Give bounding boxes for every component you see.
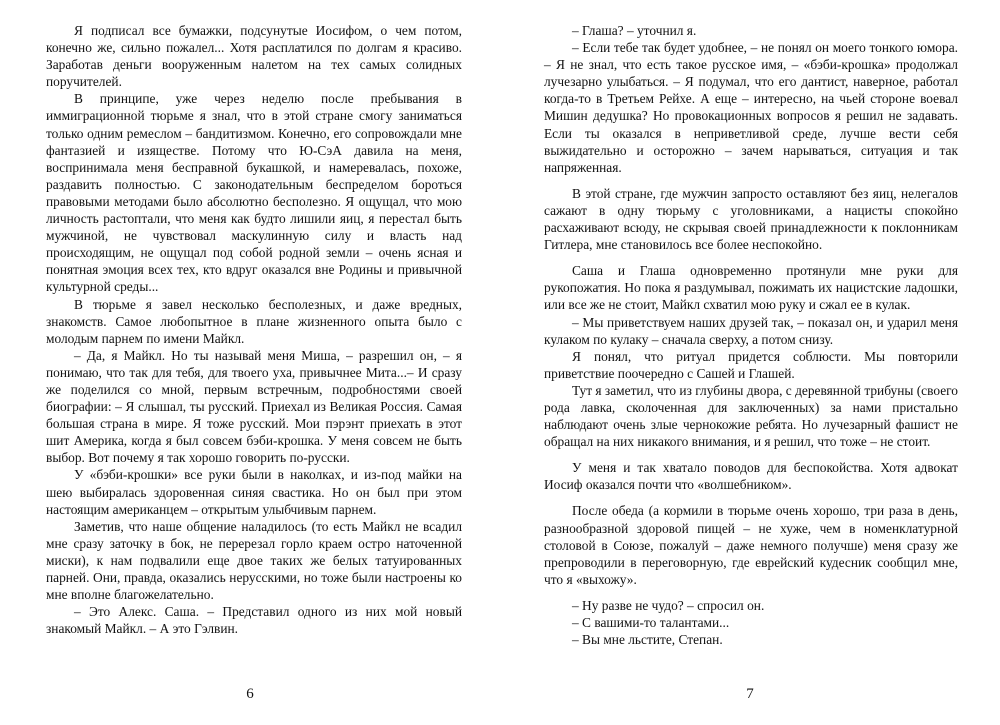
paragraph: – Мы приветствуем наших друзей так, – показал он, и ударил меня кулаком по кулаку – сначала сверху, а потом снизу. <box>544 314 958 347</box>
paragraph: У меня и так хватало поводов для беспокойства. Хотя адвокат Иосиф оказался почти что «волшебником». <box>544 460 958 493</box>
paragraph: Я понял, что ритуал придется соблюсти. Мы повторили приветствие поочередно с Сашей и Глашей. <box>544 348 958 381</box>
left-page-text <box>46 22 462 637</box>
paragraph: – Да, я Майкл. Но ты называй меня Миша, – разрешил он, – я понимаю, что так для тебя, для твоего уха, привычнее Мита...– И сразу же поделился со мной, первым встречным, подробностями своей биографии: – Я слышал, ты русский. Приехал из Великая Россия. Самая большая страна в мире. Я тоже русский. Мои пэрэнт приехать в этот шит Америка, когда я был совсем бэби-крошка. У меня совсем не быть выбор. Вот почему я так хорошо говорить по-русски. <box>46 347 462 466</box>
paragraph: После обеда (а кормили в тюрьме очень хорошо, три раза в день, разнообразной здоровой пищей – не хуже, чем в номенклатурной столовой в Союзе, пожалуй – даже немного получше) меня сразу же препроводили в переговорную, где еврейский кудесник сообщил мне, что я «выхожу». <box>544 503 958 587</box>
paragraph: – Вы мне льстите, Степан. <box>572 632 723 648</box>
page-number-right: 7 <box>746 686 754 702</box>
paragraph: – Если тебе так будет удобнее, – не понял он моего тонкого юмора. – Я не знал, что есть такое русское имя, – «бэби-крошка» продолжал лучезарно улыбаться. – Я подумал, что его дантист, наверное, работал когда-то в Третьем Рейхе. А еще – интересно, на чьей стороне воевал Мишин дедушка? Но провокационных вопросов я решил не задавать. Если ты оказался в неприветливой среде, лучше вести себя выжидательно и осторожно – зачем нарываться, ситуация и так напряженная. <box>544 40 958 175</box>
paragraph: В тюрьме я завел несколько бесполезных, и даже вредных, знакомств. Самое любопытное в плане жизненного опыта было с молодым парнем по имени Майкл. <box>46 296 462 346</box>
paragraph: Я подписал все бумажки, подсунутые Иосифом, о чем потом, конечно же, сильно пожалел... Хотя расплатился по долгам я красиво. Заработав деньги вооруженным налетом на тех самых солидных поручителей. <box>46 23 462 90</box>
paragraph: В этой стране, где мужчин запросто оставляют без яиц, нелегалов сажают в одну тюрьму с уголовниками, а нацисты спокойно расхаживают всюду, не скрывая своей принадлежности к поклонникам Гитлера, мне становилось все более неспокойно. <box>544 185 958 253</box>
paragraph: – С вашими-то талантами... <box>572 615 730 630</box>
paragraph: Заметив, что наше общение наладилось (то есть Майкл не всадил мне сразу заточку в бок, не перерезал горло краем остро наточенной миски), к нам подвалили еще двое таких же белых татуированных парней. Они, правда, оказались нерусскими, но тоже были настроены ко мне вполне благожелательно. <box>46 518 462 603</box>
right-page-text <box>544 22 958 648</box>
paragraph: У «бэби-крошки» все руки были в наколках, и из-под майки на шею выбиралась здоровенная синяя свастика. Но он был при этом настоящим американцем – открытым улыбчивым парнем. <box>46 467 462 517</box>
paragraph: – Это Алекс. Саша. – Представил одного из них мой новый знакомый Майкл. – А это Гэлвин. <box>46 604 462 637</box>
paragraph: – Ну разве не чудо? – спросил он. <box>572 597 765 613</box>
page-right <box>500 0 1000 725</box>
paragraph: В принципе, уже через неделю после пребывания в иммиграционной тюрьме я знал, что в этой стране смогу заниматься только одним ремеслом – бандитизмом. Конечно, его сопровождали мне фантазией и изяществе. Потому что Ю-СэА давила на меня, воспринимала меня бесправной букашкой, и намеревалась, похоже, раздавить полностью. С законодательным беспределом бороться правовыми методами было абсолютно бесполезно. Я ощущал, что мою личность растоптали, что меня как будто лишили яиц, я перестал быть мужчиной, не чувствовал маскулинную силу и власть над происходящим, не ощущал под собой родной земли – очень ясная и понятная эмоция всех тех, кто вдруг оказался вне Родины и привычной культурной среды... <box>46 91 462 295</box>
paragraph: Тут я заметил, что из глубины двора, с деревянной трибуны (своего рода лавка, сколоченная для заключенных) за нами пристально наблюдают очень злые чернокожие ребята. Но лучезарный фашист не обращал на них никакого внимания, и я решил, что тоже – не стоит. <box>544 382 958 450</box>
paragraph: Саша и Глаша одновременно протянули мне руки для рукопожатия. Но пока я раздумывал, пожимать их нацистские ладошки, или все же не стоит, Майкл схватил мою руку и сжал ее в кулак. <box>544 263 958 313</box>
paragraph: – Глаша? – уточнил я. <box>572 23 697 38</box>
page-number-left: 6 <box>246 686 254 702</box>
